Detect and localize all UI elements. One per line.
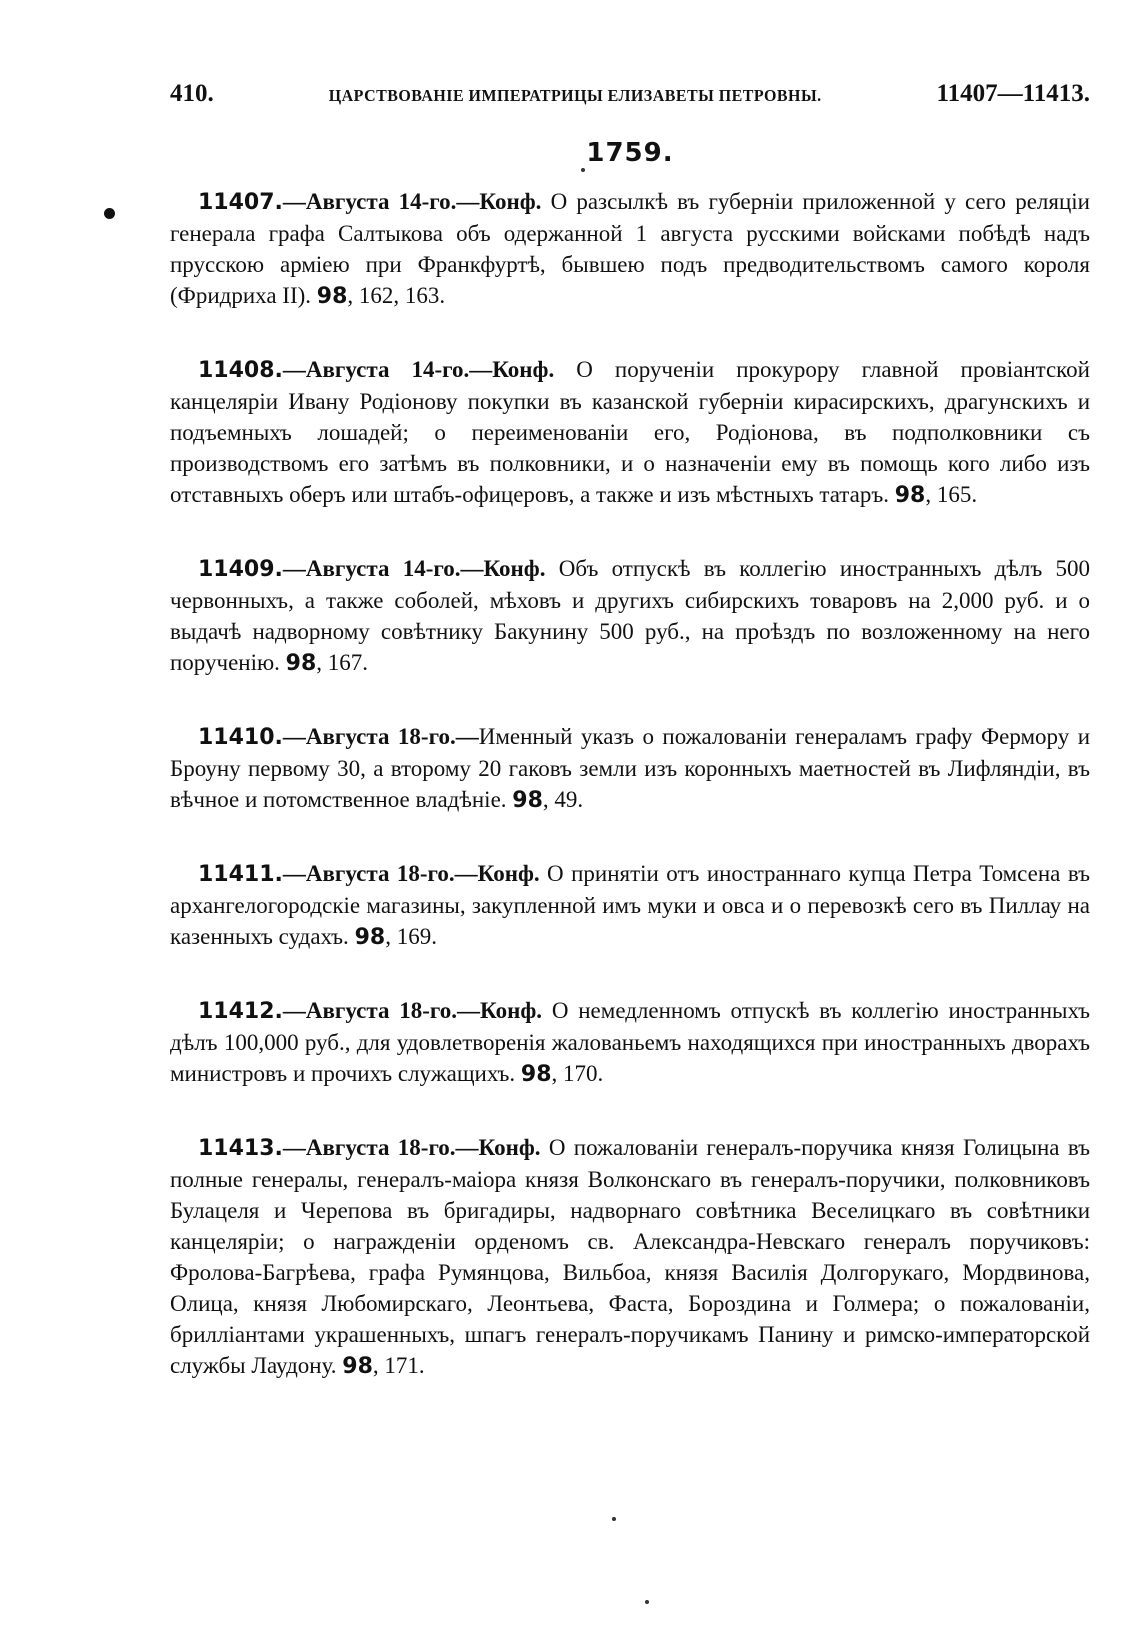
entry-date: —Августа 14-го.—Конф. (282, 556, 546, 581)
running-title: ЦАРСТВОВАНІЕ ИМПЕРАТРИЦЫ ЕЛИЗАВЕТЫ ПЕТРОВНЫ. (328, 86, 822, 105)
entry-text: Именный указъ о пожалованіи генераламъ графу Фермору и Броуну первому 30, а второму 20 гаковъ земли изъ коронныхъ маетностей въ Лифляндіи, въ вѣчное и потомственное владѣніе. (170, 724, 1090, 812)
entry-11412 (170, 995, 1090, 1090)
entry-ref-volume: 98 (342, 1354, 373, 1379)
entry-ref-volume: 98 (354, 925, 386, 950)
entry-date: —Августа 18-го.— (282, 724, 479, 749)
entry-number: 11410. (198, 725, 283, 750)
year-heading: 1759. (586, 138, 674, 168)
entry-ref-volume: 98 (520, 1062, 552, 1087)
entry-date: —Августа 18-го.—Конф. (282, 861, 540, 886)
entry-11411 (170, 858, 1090, 953)
entry-ref-volume: 98 (285, 651, 317, 676)
entry-text: Объ отпускѣ въ коллегію иностранныхъ дѣлъ 500 червонныхъ, а также соболей, мѣховъ и другихъ сибирскихъ товаровъ на 2,000 руб. и о выдачѣ надворному совѣтнику Бакунину 500 руб., на проѣздъ по возложенному на него порученію. (170, 556, 1090, 675)
entry-text: О разсылкѣ въ губерніи приложенной у сего реляціи генерала графа Салтыкова объ одержанной 1 августа русскими войсками побѣдѣ надъ прусскою арміею при Франкфуртѣ, бывшею подъ предводительствомъ самого короля (Фридриха II). (170, 189, 1090, 308)
entry-ref-volume: 98 (894, 483, 926, 508)
entry-ref-volume: 98 (316, 284, 348, 309)
entry-ref-volume: 98 (512, 788, 543, 813)
page (170, 80, 1090, 1424)
entry-ref-pages: , 162, 163. (347, 283, 446, 308)
entry-date: —Августа 14-го.—Конф. (282, 189, 542, 214)
margin-bullet-mark (104, 208, 115, 219)
entry-number: 11407. (198, 190, 283, 215)
page-number: 410. (170, 80, 214, 107)
entry-text: О немедленномъ отпускѣ въ коллегію иностранныхъ дѣлъ 100,000 руб., для удовлетворенія жалованьемъ находящихся при иностранныхъ дворахъ министровъ и прочихъ служащихъ. (170, 998, 1090, 1086)
decorative-dot (612, 1517, 616, 1521)
entry-text: О порученіи прокурору главной провіантской канцеляріи Ивану Родіонову покупки въ казанской губерніи кирасирскихъ, драгунскихъ и подъемныхъ лошадей; о переименованіи его, Родіонова, въ подполковники съ производствомъ его затѣмъ въ полковники, и о назначеніи ему въ помощь кого либо изъ отставныхъ оберъ или штабъ-офицеровъ, а также и изъ мѣстныхъ татаръ. (170, 357, 1090, 507)
entry-number: 11413. (198, 1136, 283, 1161)
entry-ref-pages: , 169. (385, 924, 437, 949)
decorative-dot (645, 1600, 649, 1604)
entry-date: —Августа 18-го.—Конф. (282, 998, 543, 1023)
entry-range: 11407—11413. (936, 80, 1090, 107)
running-head (170, 80, 1090, 120)
entry-11407 (170, 186, 1090, 312)
entry-date: —Августа 14-го.—Конф. (282, 357, 555, 382)
entry-ref-pages: , 171. (372, 1353, 425, 1378)
entry-date: —Августа 18-го.—Конф. (282, 1135, 541, 1160)
entry-11409 (170, 553, 1090, 679)
entry-number: 11409. (198, 557, 283, 582)
entry-text: О принятіи отъ иностраннаго купца Петра Томсена въ архангелогородскіе магазины, закупленной имъ муки и овса и о перевозкѣ сего въ Пиллау на казенныхъ судахъ. (170, 861, 1090, 949)
entry-ref-pages: , 165. (925, 482, 978, 507)
entry-number: 11411. (198, 862, 283, 887)
entry-number: 11412. (198, 999, 283, 1024)
entry-11413 (170, 1132, 1090, 1382)
entry-ref-pages: , 167. (316, 650, 369, 675)
entry-ref-pages: , 49. (542, 787, 584, 812)
entry-11410 (170, 721, 1090, 816)
entry-ref-pages: , 170. (551, 1061, 604, 1086)
entry-text: О пожалованіи генералъ-поручика князя Голицына въ полные генералы, генералъ-маіора князя Волконскаго въ генералъ-поручики, полковниковъ Булацеля и Черепова въ бригадиры, надворнаго совѣтника Веселицкаго въ совѣтники канцеляріи; о награжденіи орденомъ св. Александра-Невскаго генералъ поручиковъ: Фролова-Багрѣева, графа Румянцова, Вильбоа, князя Василія Долгорукаго, Мордвинова, Олица, князя Любомирскаго, Леонтьева, Фаста, Бороздина и Голмера; о пожалованіи, брилліантами украшенныхъ, шпагъ генералъ-поручикамъ Панину и римско-императорской службы Лаудону. (170, 1135, 1090, 1378)
entry-number: 11408. (198, 358, 283, 383)
entry-11408 (170, 354, 1090, 511)
